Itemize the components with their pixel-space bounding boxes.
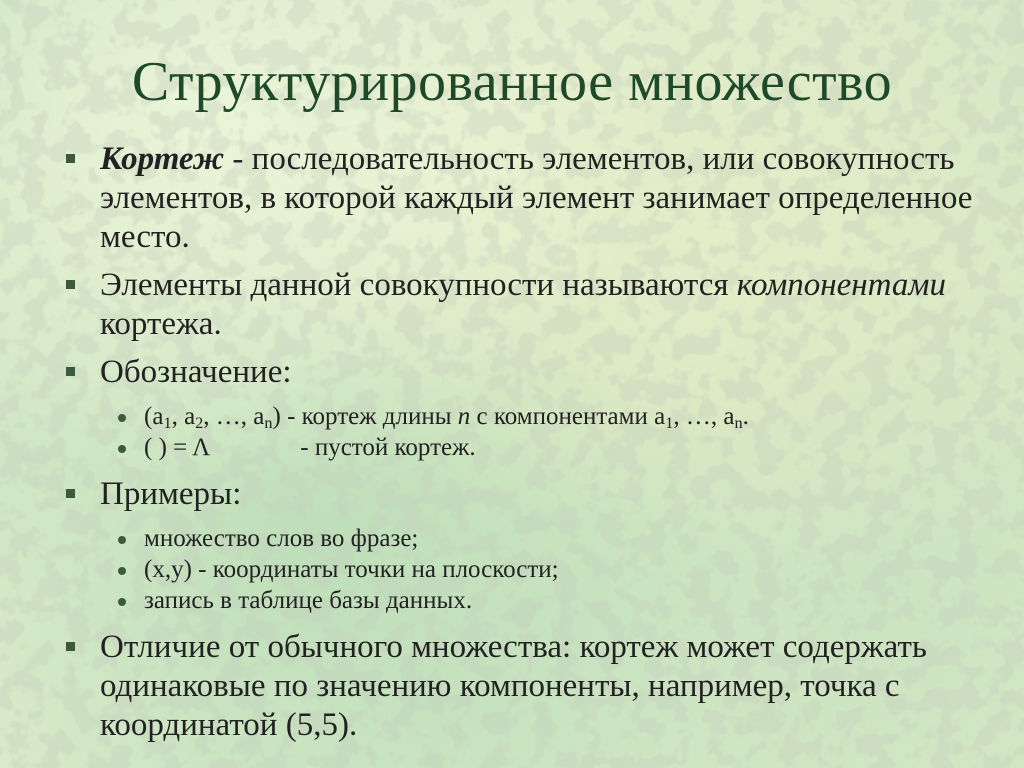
square-bullet-icon (66, 489, 75, 498)
examples-label: Примеры: (100, 476, 242, 512)
difference-text: Отличие от обычного множества: кортеж может содержать одинаковые по значению компоненты, например, точка с координатой (5,5). (100, 629, 927, 743)
square-bullet-icon (66, 642, 75, 651)
square-bullet-icon (66, 154, 75, 163)
notation-list (62, 401, 982, 463)
term-tuple: Кортеж (100, 141, 225, 177)
square-bullet-icon (66, 367, 75, 376)
example-item: множество слов во фразе; (62, 523, 982, 554)
example-item: запись в таблице базы данных. (62, 585, 982, 616)
example-item: (x,y) - координаты точки на плоскости; (62, 554, 982, 585)
tuple-definition-text: - последовательность элементов, или совокупность элементов, в которой каждый элемент занимает определенное место. (100, 141, 973, 255)
bullet-components (62, 266, 982, 344)
term-components: компонентами (736, 267, 946, 303)
empty-tuple-desc: - пустой кортеж. (300, 434, 476, 461)
notation-empty-item (62, 432, 982, 463)
round-bullet-icon (118, 598, 126, 606)
bullet-tuple-definition (62, 140, 982, 257)
bullet-notation (62, 353, 982, 392)
notation-label: Обозначение: (100, 354, 292, 390)
bullet-examples (62, 475, 982, 514)
components-text-post: кортежа. (100, 306, 222, 342)
square-bullet-icon (66, 280, 75, 289)
slide-title: Структурированное множество (131, 51, 893, 113)
slide-content (62, 140, 982, 754)
examples-list (62, 523, 982, 616)
components-text-pre: Элементы данной совокупности называются (100, 267, 737, 303)
round-bullet-icon (118, 445, 126, 453)
round-bullet-icon (118, 414, 126, 422)
bullet-difference (62, 628, 982, 745)
round-bullet-icon (118, 567, 126, 575)
notation-tuple-item: ($a_1$, $a_2$, …, $a_n$) - кортеж длины n с компонентами $a_1$, …, $a_n$. (62, 401, 982, 432)
round-bullet-icon (118, 536, 126, 544)
empty-tuple-formula: ( ) = Λ (144, 434, 211, 461)
